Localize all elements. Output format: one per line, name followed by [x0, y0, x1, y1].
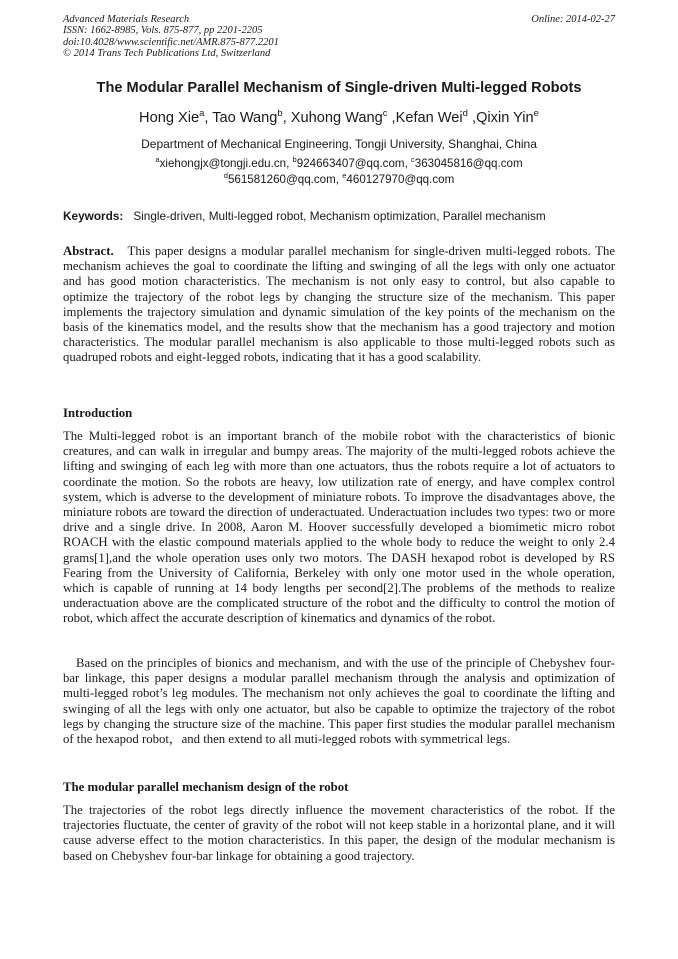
author-sep: , [467, 110, 477, 126]
author-mark: c [382, 108, 388, 120]
email-mark: c [411, 155, 415, 165]
email-address: xiehongjx@tongji.edu.cn, [159, 157, 293, 170]
abstract [63, 244, 615, 366]
author-name: Xuhong Wang [290, 110, 383, 126]
introduction-paragraph-1: The Multi-legged robot is an important branch of the mobile robot with the characteristics of bionic creatures, and can walk in irregular and bumpy areas. The majority of the multi-legged robots achieve the lifting and swinging of each leg with more than one actuators, thus the robots require a lot of actuators to coordinate the motion. So the robots are heavy, low utilization rate of energy, and have complex control system, which is adverse to the development of miniature robots. To improve the disadvantages above, the miniature robots are toward the direction of underactuated. Underactuation includes two types: two or more drive and a single drive. In 2008, Aaron M. Hoover successfully developed a biomimetic micro robot ROACH with the elastic compound materials applied to the whole body to reduce the weight to only 2.4 grams[1],and the whole operation uses only two motors. The DASH hexapod robot is developed by RS Fearing from the University of California, Berkeley with only one motor used in the whole operation, which is capable of running at 14 body lengths per second[2].The problems of the methods to realize underactuation above are the complicated structure of the robot and the difficulty to control the motion of robot, which affect the accurate description of kinematics and dynamics of the robot. [63, 429, 615, 626]
journal-name: Advanced Materials Research [63, 14, 190, 25]
author-name: Kefan Wei [395, 110, 463, 126]
author-name: Tao Wang [212, 110, 278, 126]
email-mark: b [292, 155, 297, 165]
email-address: 561581260@qq.com, [227, 172, 343, 186]
abstract-label: Abstract. [63, 244, 114, 258]
email-address: 924663407@qq.com, [296, 157, 412, 170]
affiliation: Department of Mechanical Engineering, Tongji University, Shanghai, China [141, 137, 537, 151]
introduction-heading: Introduction [63, 406, 133, 420]
introduction-paragraph-2: Based on the principles of bionics and mechanism, and with the use of the principle of Chebyshev four-bar linkage, this paper designs a modular parallel mechanism through the analysis and optimization of multi-legged robot’s leg modules. The mechanism not only achieves the goal to coordinate the lifting and swinging of all the legs with only one actuator, but also be capable to optimize the trajectory of the robot legs by changing the structure size of the machine. This paper first studies the modular parallel mechanism of the hexapod robot，and then extend to all muti-legged robots with symmetrical legs. [63, 656, 615, 747]
author-mark: b [277, 108, 283, 120]
email-line-1 [40, 156, 638, 172]
paper-title: The Modular Parallel Mechanism of Single-driven Multi-legged Robots [96, 80, 582, 96]
design-section-paragraph-1: The trajectories of the robot legs directly influence the movement characteristics of the robot. If the trajectories fluctuate, the center of gravity of the robot will not keep stable in a horizontal plane, and it will cause adverse effect to the motion characteristics. In this paper, the design of the modular mechanism is based on Chebyshev four-bar linkage for obtaining a good trajectory. [63, 803, 615, 863]
keywords [63, 209, 623, 223]
keywords-label: Keywords: [63, 209, 124, 223]
online-date: Online: 2014-02-27 [531, 14, 615, 25]
author-list [40, 110, 638, 126]
email-address: 460127970@qq.com [346, 172, 455, 186]
author-sep: , [387, 110, 396, 126]
email-mark: a [155, 155, 160, 165]
author-name: Qixin Yin [476, 110, 534, 126]
author-mark: a [199, 108, 205, 120]
email-address: 363045816@qq.com [414, 157, 523, 170]
abstract-text: This paper designs a modular parallel mechanism for single-driven multi-legged robots. The mechanism achieves the goal to coordinate the lifting and swinging of all the legs with only one actuator and has good motion characteristics. The mechanism is not only easy to control, but also capable to optimize the trajectory of the robot legs by changing the structure size of the mechanism. This paper implements the trajectory simulation and dynamic simulation of the key points of the mechanism on the basis of the kinematics model, and the results show that the mechanism has a good trajectory and motion characteristics. The modular parallel mechanism is also applicable to those multi-legged robots such as quadruped robots and eight-legged robots, indicating that it has a good scalability. [63, 244, 615, 365]
author-sep: , [282, 110, 291, 126]
author-emails [40, 156, 638, 187]
email-mark: e [342, 170, 347, 180]
author-mark: e [533, 108, 539, 120]
journal-doi: doi:10.4028/www.scientific.net/AMR.875-877.2201 [63, 36, 279, 48]
journal-issn: ISSN: 1662-8985, Vols. 875-877, pp 2201-2205 [63, 25, 263, 37]
email-line-2 [40, 172, 638, 188]
email-mark: d [223, 170, 228, 180]
journal-header [63, 14, 615, 59]
design-section-heading: The modular parallel mechanism design of the robot [63, 780, 349, 794]
author-sep: , [204, 110, 213, 126]
author-mark: d [462, 108, 468, 120]
keywords-text: Single-driven, Multi-legged robot, Mechanism optimization, Parallel mechanism [133, 209, 546, 223]
journal-copyright: © 2014 Trans Tech Publications Ltd, Switzerland [63, 47, 271, 59]
author-name: Hong Xie [139, 110, 200, 126]
